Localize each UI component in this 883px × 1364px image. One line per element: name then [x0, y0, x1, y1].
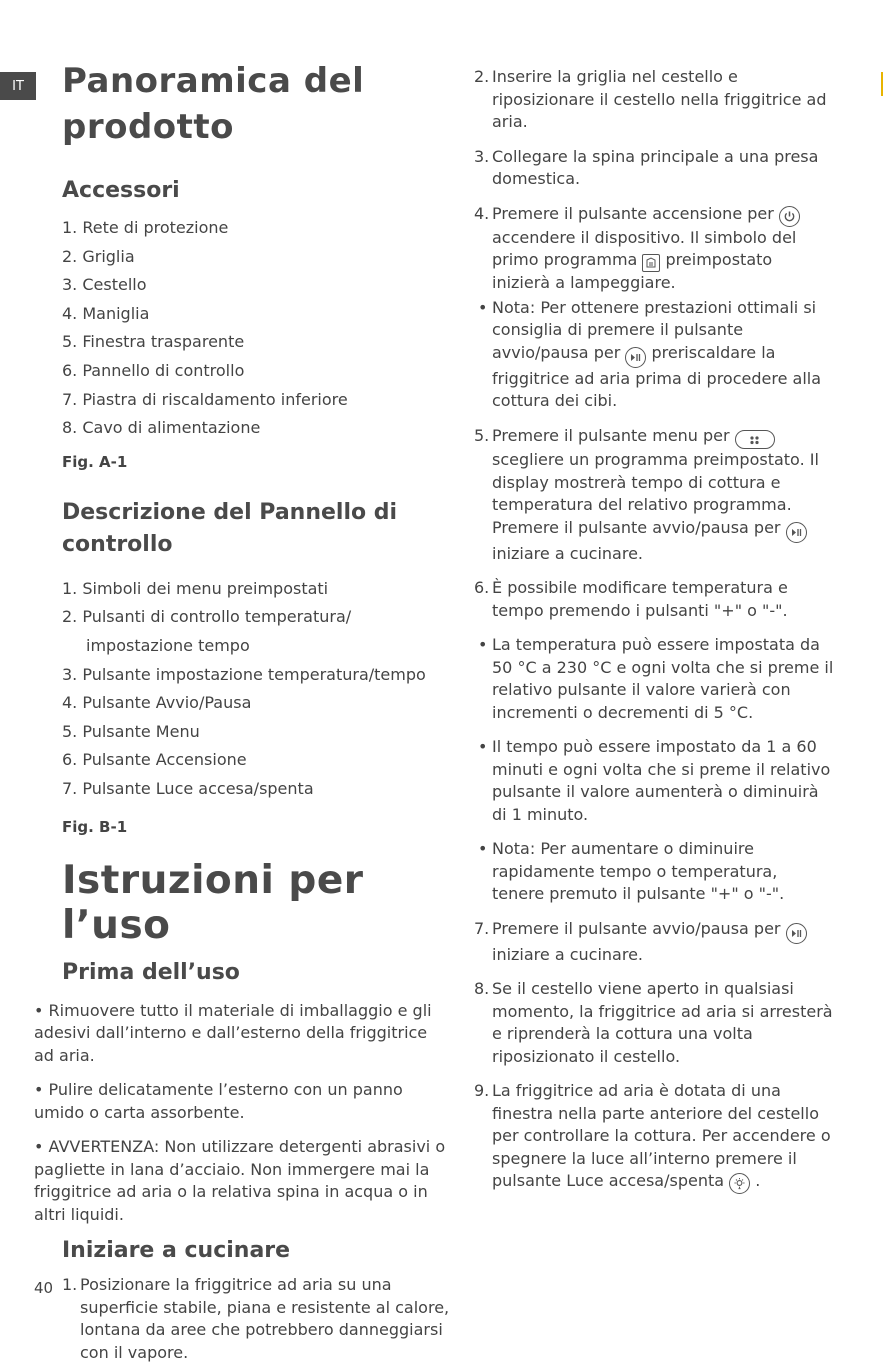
step-text: È possibile modificare temperatura e tempo premendo i pulsanti "+" o "-". [492, 578, 788, 620]
list-item: 4. Pulsante Avvio/Pausa [62, 693, 252, 713]
step-9 [474, 1080, 834, 1194]
step-number: 2. [474, 67, 490, 86]
note-preheat [474, 297, 834, 413]
play-pause-icon [786, 923, 807, 944]
light-bulb-icon [729, 1173, 750, 1194]
play-pause-icon [786, 522, 807, 543]
list-item: 2. Pulsanti di controllo temperatura/ [62, 607, 352, 627]
panel-title-line2: controllo [62, 531, 173, 557]
bullet-dot: • [478, 635, 488, 654]
step-number: 5. [474, 425, 490, 445]
step-7 [474, 918, 834, 967]
before-use-title: Prima dell’uso [62, 959, 240, 985]
panel-list [62, 575, 452, 804]
list-item: 1. Simboli dei menu preimpostati [62, 578, 329, 598]
panel-title-line1: Descrizione del Pannello di [62, 499, 398, 525]
list-item: 7. Pulsante Luce accesa/spenta [62, 778, 314, 798]
step-number: 6. [474, 578, 490, 597]
step-2 [474, 66, 834, 134]
step-number: 4. [474, 203, 490, 223]
bullet-text: La temperatura può essere impostata da 50 °C a 230 °C e ogni volta che si preme il relativo pulsante il valore varierà con incrementi o decrementi di 5 °C. [492, 635, 834, 722]
start-cooking-title: Iniziare a cucinare [62, 1238, 291, 1263]
bullet-item: • AVVERTENZA: Non utilizzare detergenti abrasivi o pagliette in lana d’acciaio. Non immergere mai la friggitrice ad aria o la relativa spina in acqua o in altri liquidi. [34, 1137, 446, 1224]
list-item: 4. Maniglia [62, 303, 150, 323]
list-item: impostazione tempo [86, 635, 250, 655]
list-item: 2. Griglia [62, 246, 135, 266]
step-3 [474, 146, 834, 191]
instructions-title: Istruzioni per l’uso [62, 857, 364, 948]
figure-label-a: Fig. A-1 [62, 452, 128, 471]
step-text: Inserire la griglia nel cestello e riposizionare il cestello nella friggitrice ad aria. [492, 67, 827, 131]
bullet-item: • Pulire delicatamente l’esterno con un panno umido o carta assorbente. [34, 1080, 403, 1122]
step-text: Collegare la spina principale a una presa domestica. [492, 146, 819, 188]
step-number: 3. [474, 146, 490, 166]
step-text-a: Premere il pulsante avvio/pausa per [492, 918, 781, 938]
play-pause-icon [625, 347, 646, 368]
bullet-item: • Rimuovere tutto il materiale di imballaggio e gli adesivi dall’interno e dall’esterno della friggitrice ad aria. [34, 1000, 432, 1065]
figure-label-b: Fig. B-1 [62, 817, 128, 836]
before-use-bullets [34, 1000, 452, 1227]
note-text-b: preriscaldare la friggitrice ad aria prima di procedere alla cottura dei cibi. [492, 342, 822, 410]
step-1 [62, 1274, 452, 1364]
preset-program-icon [642, 254, 660, 272]
step-text-b: accendere il dispositivo. Il simbolo del primo programma [492, 227, 797, 269]
step-text-c: iniziare a cucinare. [492, 543, 644, 563]
bullet-dot: • [478, 839, 488, 858]
step-number: 8. [474, 979, 490, 998]
language-tab-label: IT [12, 78, 24, 94]
power-icon [779, 206, 800, 227]
note-text-a: Nota: Per ottenere prestazioni ottimali si consiglia di premere il pulsante avvio/pausa per [492, 297, 817, 362]
overview-title-line1: Panoramica del [62, 61, 365, 101]
bullet-note-fast [474, 838, 834, 906]
step-5 [474, 425, 834, 566]
step-text-b: . [755, 1171, 761, 1190]
bullet-text: Nota: Per aumentare o diminuire rapidamente tempo o temperatura, tenere premuto il pulsante "+" o "-". [492, 839, 785, 903]
overview-title [62, 58, 452, 150]
step-number: 7. [474, 918, 490, 938]
accessories-list [62, 214, 452, 443]
language-tab [0, 72, 36, 100]
list-item: 5. Pulsante Menu [62, 721, 200, 741]
step-6 [474, 577, 834, 622]
list-item: 5. Finestra trasparente [62, 332, 245, 352]
step-8 [474, 978, 834, 1068]
bullet-dot: • [478, 737, 488, 756]
list-item: 3. Cestello [62, 275, 147, 295]
step-4 [474, 203, 834, 295]
accessories-title: Accessori [62, 178, 180, 203]
step-text: Se il cestello viene aperto in qualsiasi momento, la friggitrice ad aria si arresterà e riprenderà la cottura una volta riposizionato il cestello. [492, 979, 833, 1066]
page-number: 40 [34, 1279, 54, 1297]
step-text-a: Premere il pulsante accensione per [492, 203, 774, 223]
list-item: 8. Cavo di alimentazione [62, 418, 261, 438]
menu-icon [735, 430, 775, 449]
step-text: Posizionare la friggitrice ad aria su una superficie stabile, piana e resistente al calore, lontana da aree che potrebbero danneggiarsi con il vapore. [80, 1275, 450, 1362]
list-item: 3. Pulsante impostazione temperatura/tempo [62, 664, 426, 684]
bullet-time [474, 736, 834, 826]
step-text-b: iniziare a cucinare. [492, 944, 644, 964]
step-text-c: preimpostato inizierà a lampeggiare. [492, 250, 773, 292]
step-text-a: Premere il pulsante menu per [492, 425, 730, 445]
list-item: 6. Pulsante Accensione [62, 750, 247, 770]
list-item: 1. Rete di protezione [62, 218, 229, 237]
step-number: 1. [62, 1275, 78, 1294]
overview-title-line2: prodotto [62, 107, 235, 147]
step-number: 9. [474, 1081, 490, 1100]
bullet-dot: • [478, 297, 488, 317]
step-text-a: La friggitrice ad aria è dotata di una finestra nella parte anteriore del cestello per controllare la cottura. Per accendere o spegnere la luce all’interno premere il pulsante Luce accesa/spenta [492, 1081, 831, 1190]
panel-title [62, 497, 452, 561]
step-text-b: scegliere un programma preimpostato. Il display mostrerà tempo di cottura e temperatura del relativo programma. Premere il pulsante avvio/pausa per [492, 450, 819, 537]
bullet-temperature [474, 634, 834, 724]
bullet-text: Il tempo può essere impostato da 1 a 60 minuti e ogni volta che si preme il relativo pulsante il valore aumenterà o diminuirà di 1 minuto. [492, 737, 831, 824]
list-item: 7. Piastra di riscaldamento inferiore [62, 389, 348, 409]
list-item: 6. Pannello di controllo [62, 360, 245, 380]
right-column [474, 66, 834, 1194]
